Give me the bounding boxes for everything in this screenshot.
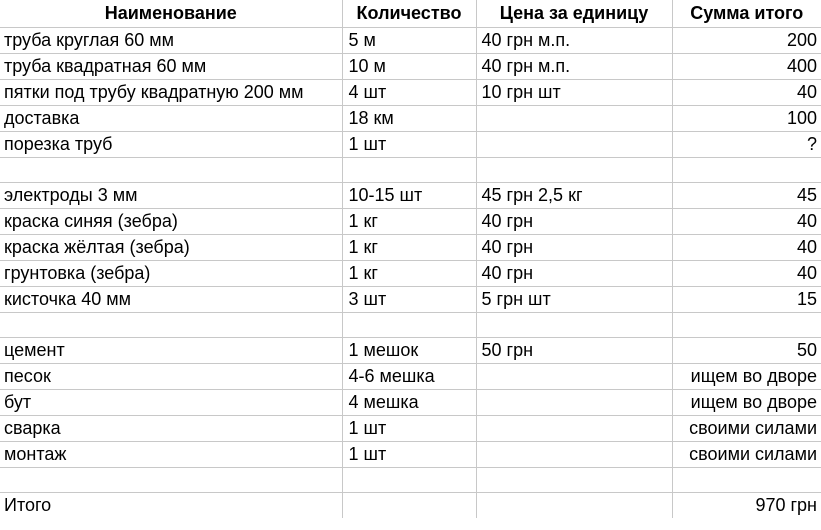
table-row bbox=[0, 389, 821, 415]
cell-total[interactable]: 50 bbox=[672, 337, 821, 363]
cell-unit-price[interactable]: 45 грн 2,5 кг bbox=[476, 182, 672, 208]
table-body bbox=[0, 27, 821, 518]
table-row bbox=[0, 312, 821, 337]
cell-name[interactable] bbox=[0, 467, 342, 492]
cell-unit-price[interactable] bbox=[476, 492, 672, 518]
table-row bbox=[0, 415, 821, 441]
cell-total[interactable]: 970 грн bbox=[755, 494, 817, 515]
cell-unit-price[interactable]: 5 грн шт bbox=[476, 286, 672, 312]
cell-name[interactable]: цемент bbox=[0, 337, 342, 363]
cell-total[interactable]: ищем во дворе bbox=[672, 363, 821, 389]
table-row bbox=[0, 131, 821, 157]
cell-name[interactable]: песок bbox=[0, 363, 342, 389]
table-row bbox=[0, 260, 821, 286]
cell-total[interactable]: 40 bbox=[672, 260, 821, 286]
cell-quantity[interactable]: 1 шт bbox=[342, 441, 476, 467]
cell-unit-price[interactable]: 10 грн шт bbox=[476, 79, 672, 105]
cell-quantity[interactable] bbox=[342, 157, 476, 182]
table-row bbox=[0, 337, 821, 363]
cell-name[interactable]: Итого bbox=[0, 492, 342, 518]
cell-name[interactable]: бут bbox=[0, 389, 342, 415]
table-row bbox=[0, 182, 821, 208]
cell-unit-price[interactable] bbox=[476, 467, 672, 492]
cell-quantity[interactable]: 1 кг bbox=[342, 208, 476, 234]
cell-name[interactable]: труба квадратная 60 мм bbox=[0, 53, 342, 79]
table-row bbox=[0, 441, 821, 467]
cell-total[interactable] bbox=[672, 467, 821, 492]
cell-name[interactable] bbox=[0, 312, 342, 337]
cell-quantity[interactable] bbox=[342, 467, 476, 492]
cell-name[interactable]: порезка труб bbox=[0, 131, 342, 157]
cell-unit-price[interactable]: 40 грн bbox=[476, 260, 672, 286]
cell-unit-price[interactable]: 40 грн м.п. bbox=[476, 53, 672, 79]
cell-unit-price[interactable] bbox=[476, 105, 672, 131]
cell-quantity[interactable]: 18 км bbox=[342, 105, 476, 131]
cell-name[interactable]: краска жёлтая (зебра) bbox=[0, 234, 342, 260]
header-row bbox=[0, 0, 821, 27]
cell-name[interactable]: электроды 3 мм bbox=[0, 182, 342, 208]
table-row bbox=[0, 234, 821, 260]
cell-unit-price[interactable] bbox=[476, 312, 672, 337]
cell-name[interactable]: труба круглая 60 мм bbox=[0, 27, 342, 53]
cell-unit-price[interactable]: 40 грн bbox=[476, 208, 672, 234]
cell-total[interactable]: 40 bbox=[672, 79, 821, 105]
cell-quantity[interactable]: 1 шт bbox=[342, 131, 476, 157]
table-row bbox=[0, 492, 821, 518]
cell-total[interactable]: 200 bbox=[672, 27, 821, 53]
table-row bbox=[0, 53, 821, 79]
table-row bbox=[0, 79, 821, 105]
cell-quantity[interactable] bbox=[342, 492, 476, 518]
cell-total[interactable]: 45 bbox=[672, 182, 821, 208]
cell-total[interactable]: 40 bbox=[672, 208, 821, 234]
cell-quantity[interactable]: 5 м bbox=[342, 27, 476, 53]
cell-unit-price[interactable] bbox=[476, 441, 672, 467]
cell-total[interactable]: своими силами bbox=[672, 415, 821, 441]
cell-quantity[interactable]: 10-15 шт bbox=[342, 182, 476, 208]
cell-total[interactable]: 400 bbox=[672, 53, 821, 79]
table-row bbox=[0, 27, 821, 53]
cell-quantity[interactable]: 4 мешка bbox=[342, 389, 476, 415]
cell-total[interactable]: 40 bbox=[672, 234, 821, 260]
cell-total[interactable] bbox=[672, 157, 821, 182]
cell-unit-price[interactable]: 50 грн bbox=[476, 337, 672, 363]
cell-total[interactable]: ищем во дворе bbox=[672, 389, 821, 415]
cell-unit-price[interactable]: 40 грн bbox=[476, 234, 672, 260]
cell-quantity[interactable]: 4-6 мешка bbox=[342, 363, 476, 389]
cell-quantity[interactable]: 1 кг bbox=[342, 260, 476, 286]
cell-total[interactable] bbox=[672, 312, 821, 337]
header-unit-price[interactable]: Цена за единицу bbox=[476, 0, 672, 27]
cell-name[interactable]: доставка bbox=[0, 105, 342, 131]
header-name[interactable]: Наименование bbox=[0, 0, 342, 27]
cell-name[interactable] bbox=[0, 157, 342, 182]
cell-name[interactable]: кисточка 40 мм bbox=[0, 286, 342, 312]
cell-quantity[interactable]: 4 шт bbox=[342, 79, 476, 105]
cell-total[interactable]: своими силами bbox=[672, 441, 821, 467]
cell-unit-price[interactable]: 40 грн м.п. bbox=[476, 27, 672, 53]
cell-name[interactable]: пятки под трубу квадратную 200 мм bbox=[0, 79, 342, 105]
cell-name[interactable]: грунтовка (зебра) bbox=[0, 260, 342, 286]
cell-unit-price[interactable] bbox=[476, 389, 672, 415]
table-row bbox=[0, 208, 821, 234]
cell-quantity[interactable]: 10 м bbox=[342, 53, 476, 79]
cell-name[interactable]: сварка bbox=[0, 415, 342, 441]
cell-quantity[interactable]: 1 мешок bbox=[342, 337, 476, 363]
cell-unit-price[interactable] bbox=[476, 131, 672, 157]
table-row bbox=[0, 467, 821, 492]
table-row bbox=[0, 363, 821, 389]
cell-quantity[interactable] bbox=[342, 312, 476, 337]
cell-name[interactable]: монтаж bbox=[0, 441, 342, 467]
cell-quantity[interactable]: 1 шт bbox=[342, 415, 476, 441]
cell-total[interactable]: ? bbox=[672, 131, 821, 157]
cell-name[interactable]: краска синяя (зебра) bbox=[0, 208, 342, 234]
header-quantity[interactable]: Количество bbox=[342, 0, 476, 27]
table-row bbox=[0, 157, 821, 182]
cell-total[interactable]: 15 bbox=[672, 286, 821, 312]
table-row bbox=[0, 286, 821, 312]
header-total[interactable]: Сумма итого bbox=[672, 0, 821, 27]
cell-unit-price[interactable] bbox=[476, 157, 672, 182]
cell-quantity[interactable]: 3 шт bbox=[342, 286, 476, 312]
cell-quantity[interactable]: 1 кг bbox=[342, 234, 476, 260]
table-row bbox=[0, 105, 821, 131]
cell-unit-price[interactable] bbox=[476, 415, 672, 441]
cell-unit-price[interactable] bbox=[476, 363, 672, 389]
cell-total[interactable]: 100 bbox=[672, 105, 821, 131]
